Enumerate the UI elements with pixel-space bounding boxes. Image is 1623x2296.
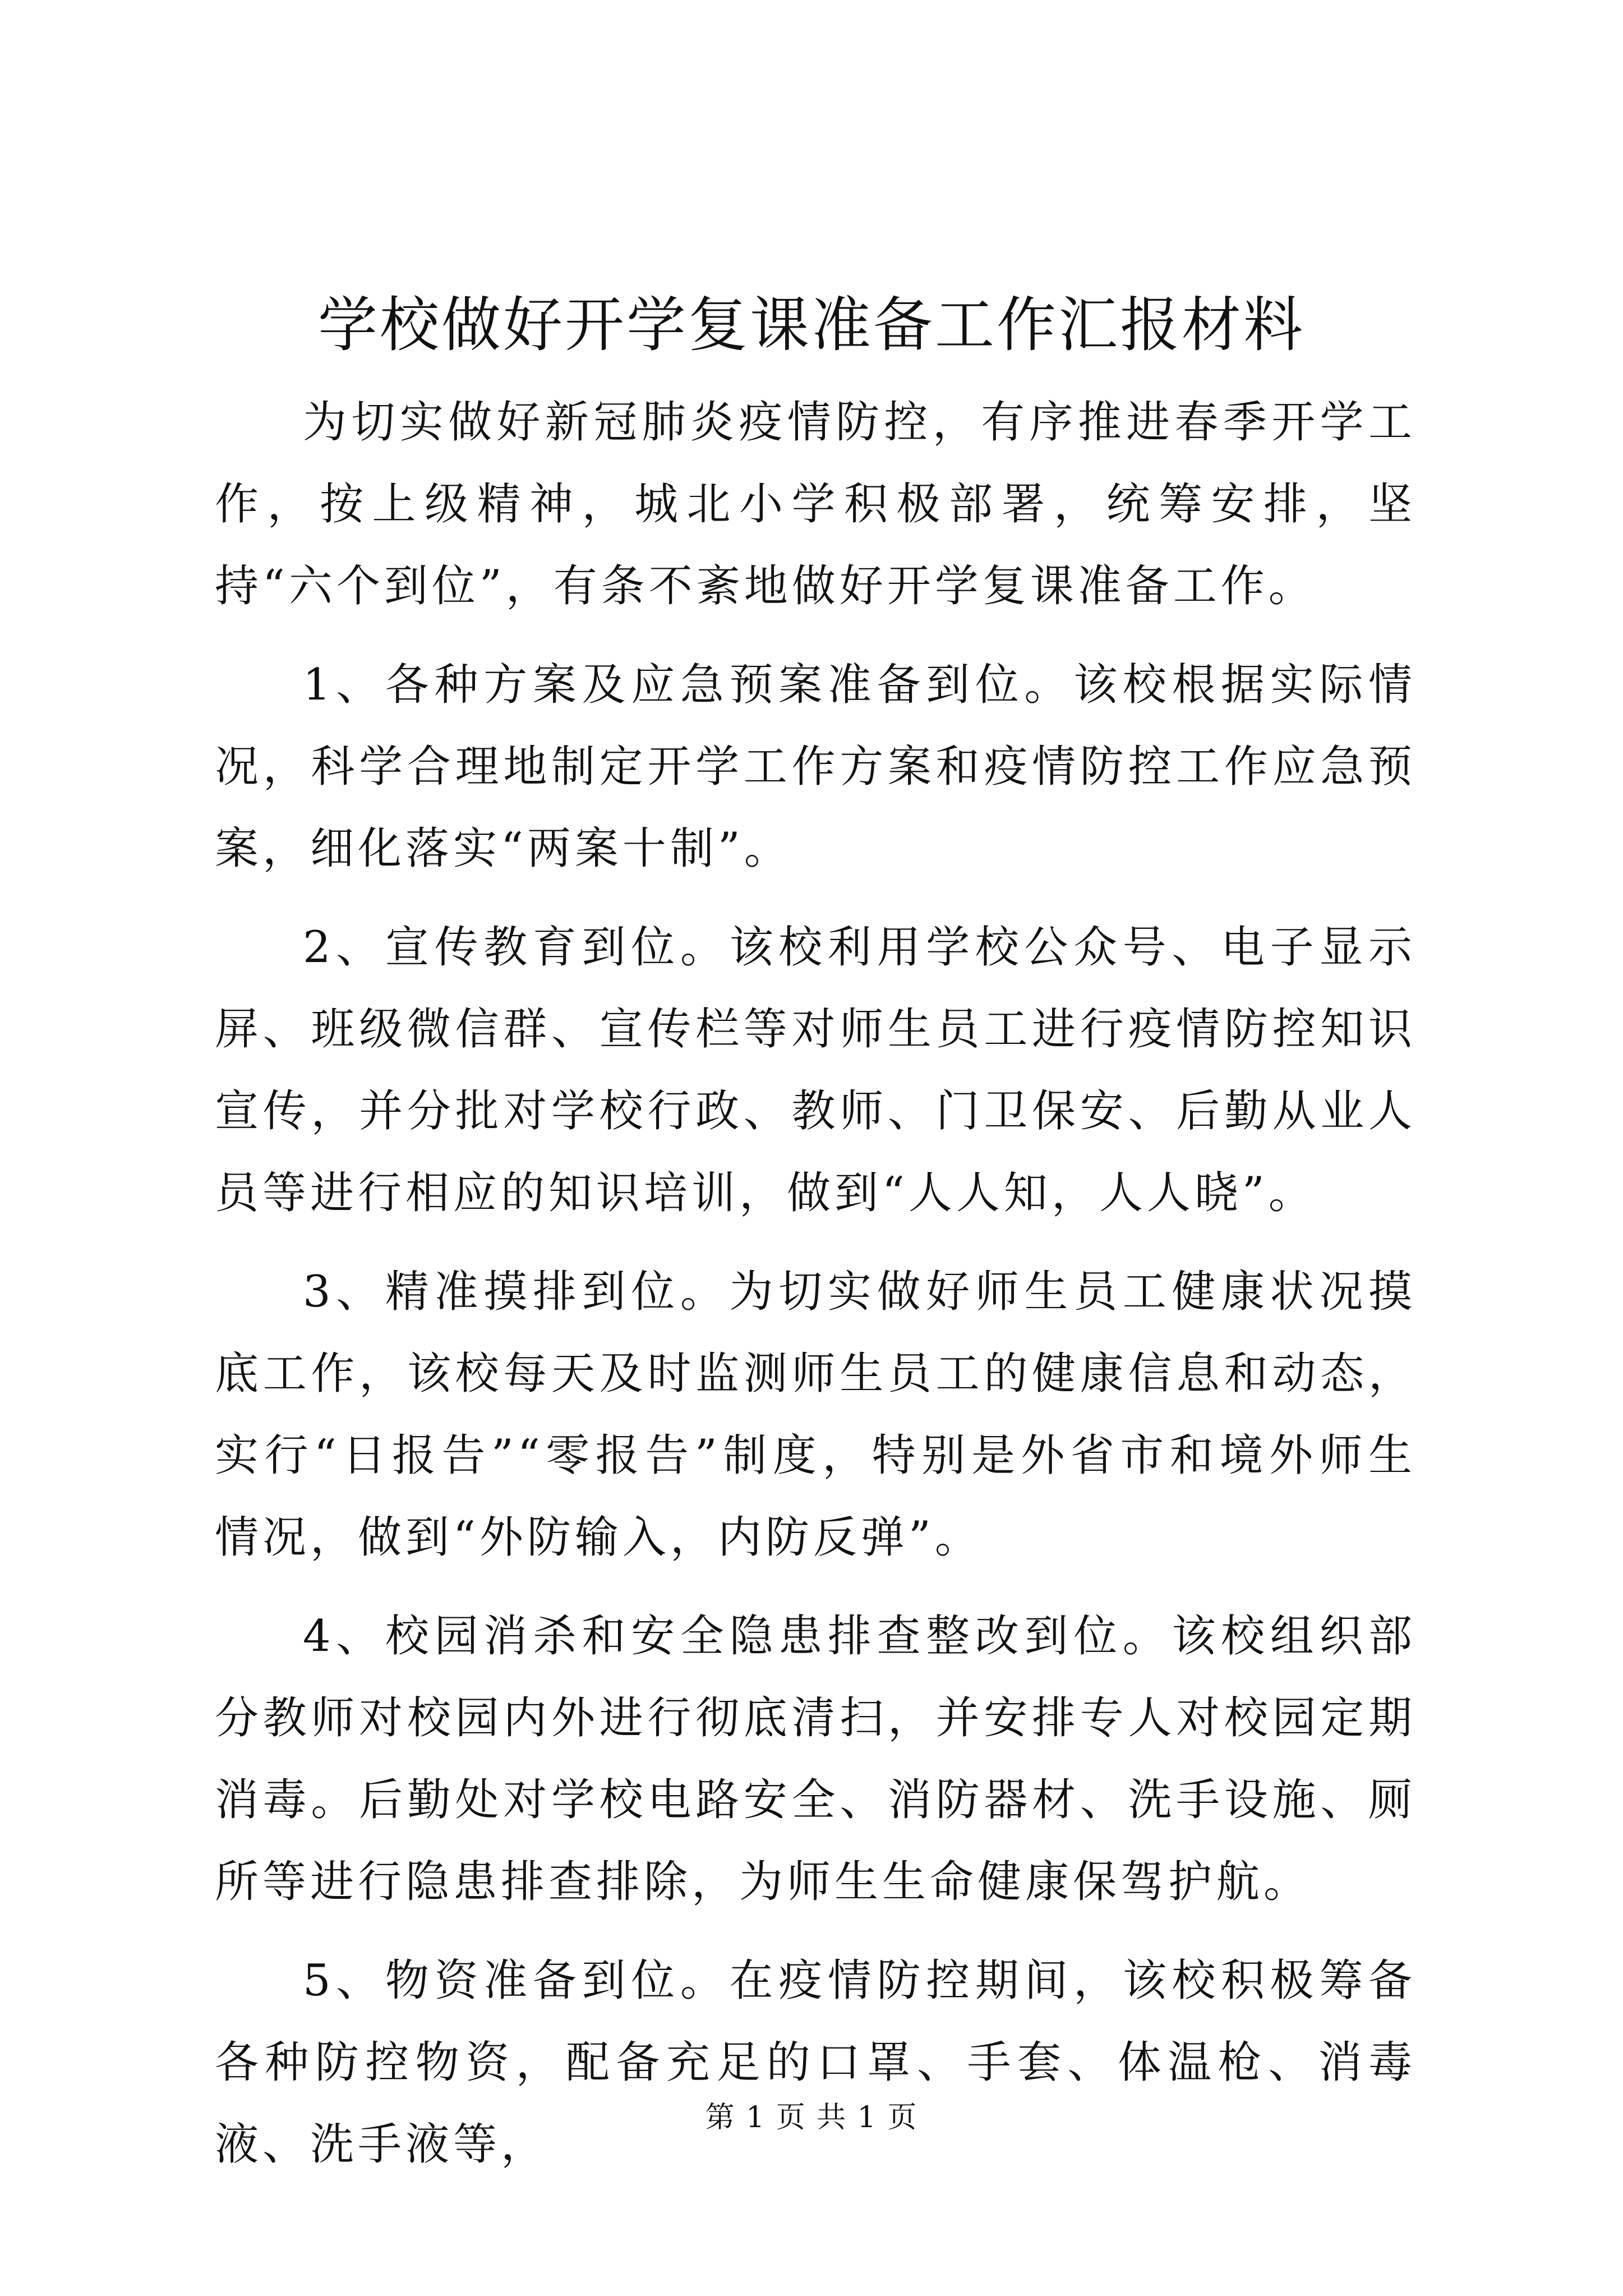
paragraph-item-3: 3、精准摸排到位。为切实做好师生员工健康状况摸底工作，该校每天及时监测师生员工的健康信息和动态，实行“日报告”“零报告”制度，特别是外省市和境外师生情况，做到“外防输入，内防反弹”。 [215, 1267, 1416, 1563]
paragraph-item-4: 4、校园消杀和安全隐患排查整改到位。该校组织部分教师对校园内外进行彻底清扫，并安排专人对校园定期消毒。后勤处对学校电路安全、消防器材、洗手设施、厕所等进行隐患排查排除，为师生生命健康保驾护航。 [215, 1611, 1416, 1907]
paragraph-item-5: 5、物资准备到位。在疫情防控期间，该校积极筹备各种防控物资，配备充足的口罩、手套、体温枪、消毒液、洗手液等， [215, 1955, 1416, 2170]
document-title: 学校做好开学复课准备工作汇报材料 [318, 291, 1305, 360]
paragraph-item-2: 2、宣传教育到位。该校利用学校公众号、电子显示屏、班级微信群、宣传栏等对师生员工进行疫情防控知识宣传，并分批对学校行政、教师、门卫保安、后勤从业人员等进行相应的知识培训，做到“人人知，人人晓”。 [215, 922, 1416, 1218]
paragraph-item-1: 1、各种方案及应急预案准备到位。该校根据实际情况，科学合理地制定开学工作方案和疫情防控工作应急预案，细化落实“两案十制”。 [215, 660, 1416, 874]
paragraph-intro: 为切实做好新冠肺炎疫情防控，有序推进春季开学工作，按上级精神，城北小学积极部署，统筹安排，坚持“六个到位”，有条不紊地做好开学复课准备工作。 [215, 397, 1416, 611]
page-number-footer: 第 1 页 共 1 页 [705, 2101, 918, 2134]
document-body [215, 381, 1416, 2202]
